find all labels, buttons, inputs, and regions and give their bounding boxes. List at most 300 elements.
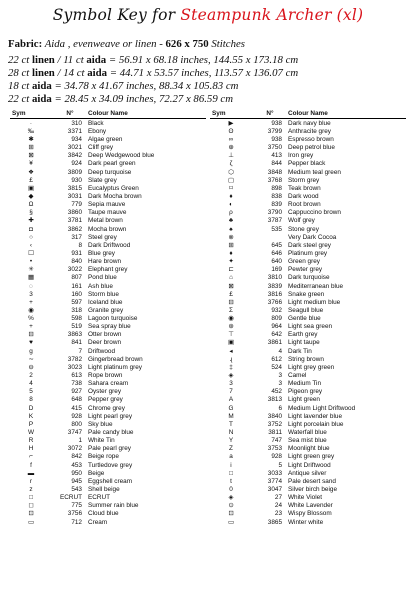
symbol-cell: 2	[29, 372, 33, 380]
dmc-number-cell: 3861	[267, 339, 282, 347]
colour-name-cell: Storm blue	[88, 290, 119, 298]
symbol-cell: Σ	[229, 306, 233, 314]
dmc-number-cell: 928	[71, 412, 82, 420]
table-row	[210, 421, 406, 429]
dmc-number-cell: 317	[71, 233, 82, 241]
table-row	[210, 478, 406, 486]
colour-name-cell: Storm grey	[288, 176, 320, 184]
colour-name-cell: Ash blue	[88, 282, 113, 290]
colour-name-cell: ECRUT	[88, 494, 111, 502]
dmc-number-cell: 598	[71, 315, 82, 323]
table-row	[210, 299, 406, 307]
colour-name-cell: White Violet	[288, 494, 322, 502]
symbol-cell: ⊏	[228, 266, 234, 274]
colour-name-cell: Seagull blue	[288, 306, 324, 314]
colour-name-cell: Light taupe	[288, 339, 320, 347]
dmc-number-cell: 3031	[67, 192, 82, 200]
symbol-cell: ✱	[28, 135, 34, 143]
colour-name-cell: Dark steel grey	[288, 241, 331, 249]
size-dimensions: = 44.71 x 53.57 inches, 113.57 x 136.07 cm	[107, 67, 299, 79]
dmc-number-cell: 800	[71, 420, 82, 428]
symbol-cell: a	[229, 453, 233, 461]
table-row	[210, 274, 406, 282]
dmc-number-cell: 945	[71, 477, 82, 485]
dmc-number-cell: 844	[271, 160, 282, 168]
title-prefix: Symbol Key for	[52, 6, 181, 24]
dmc-number-cell: 838	[271, 192, 282, 200]
colour-name-cell: Black	[88, 119, 104, 127]
table-row	[10, 266, 206, 274]
symbol-cell: §	[29, 209, 33, 217]
header-sym: Sym	[12, 110, 26, 118]
symbol-cell: ♦	[229, 249, 233, 257]
size-dimensions: = 56.91 x 68.18 inches, 144.55 x 173.18 cm	[106, 54, 299, 66]
table-row	[210, 152, 406, 160]
colour-name-cell: Deep turquoise	[88, 168, 132, 176]
dmc-number-cell: 938	[271, 119, 282, 127]
dmc-number-cell: 3	[278, 372, 282, 380]
table-row	[10, 405, 206, 413]
table-row	[10, 291, 206, 299]
table-row	[210, 177, 406, 185]
dmc-number-cell: 840	[71, 258, 82, 266]
symbol-cell: ʘ	[228, 127, 234, 135]
colour-name-cell: Turtledove grey	[88, 461, 133, 469]
table-row	[10, 396, 206, 404]
table-row	[10, 315, 206, 323]
dmc-number-cell: 747	[271, 437, 282, 445]
dmc-number-cell: 613	[71, 372, 82, 380]
dmc-number-cell: 452	[271, 388, 282, 396]
colour-name-cell: Summer rain blue	[88, 502, 139, 510]
table-header	[10, 110, 206, 119]
symbol-cell: K	[28, 412, 34, 420]
symbol-cell: ⌂	[229, 274, 233, 282]
size-dimensions: = 28.45 x 34.09 inches, 72.27 x 86.59 cm	[51, 93, 234, 105]
dmc-number-cell: 3371	[67, 127, 82, 135]
size-fabric: aida	[32, 93, 52, 105]
table-row	[10, 478, 206, 486]
dmc-number-cell: 646	[271, 249, 282, 257]
colour-name-cell: Metal brown	[88, 217, 123, 225]
colour-name-cell: String brown	[288, 355, 324, 363]
table-row	[210, 307, 406, 315]
symbol-cell: ▬	[27, 469, 35, 477]
dmc-number-cell: 3839	[267, 282, 282, 290]
dmc-number-cell: 27	[274, 494, 282, 502]
dmc-number-cell: 3863	[67, 331, 82, 339]
table-row	[10, 356, 206, 364]
header-num: N°	[266, 110, 274, 118]
table-row	[210, 209, 406, 217]
size-fabric: linen	[32, 67, 55, 79]
colour-name-cell: Light green	[288, 396, 320, 404]
dmc-number-cell: 3021	[67, 144, 82, 152]
colour-name-cell: Wispy Blossom	[288, 510, 332, 518]
table-row	[210, 396, 406, 404]
symbol-cell: ∼	[28, 355, 34, 363]
symbol-cell: ρ	[229, 209, 233, 217]
symbol-cell: ‹	[29, 241, 33, 249]
stitch-tail: Stitches	[208, 38, 245, 50]
symbol-cell: Y	[228, 437, 234, 445]
colour-name-cell: Iron grey	[288, 152, 314, 160]
colour-name-cell: Beige	[88, 469, 105, 477]
header-name: Colour Name	[288, 110, 328, 118]
dmc-number-cell: 310	[71, 119, 82, 127]
symbol-cell: ▭	[27, 518, 35, 526]
dmc-number-cell: 3047	[267, 486, 282, 494]
symbol-cell: ◆	[28, 192, 34, 200]
size-fabric-2: aida	[87, 67, 108, 79]
dmc-number-cell: 930	[71, 176, 82, 184]
dmc-number-cell: 775	[71, 502, 82, 510]
dmc-number-cell: 3790	[267, 209, 282, 217]
symbol-cell: W	[27, 429, 35, 437]
dmc-number-cell: 3848	[267, 168, 282, 176]
symbol-cell: ⊞	[28, 144, 34, 152]
colour-name-cell: Deep petrol blue	[288, 144, 335, 152]
dmc-number-cell: 597	[71, 298, 82, 306]
table-row	[210, 502, 406, 510]
symbol-cell: t	[230, 477, 232, 485]
colour-name-cell: Anthracite grey	[288, 127, 331, 135]
table-header	[210, 110, 406, 119]
symbol-cell: ▣	[27, 184, 35, 192]
table-row	[210, 291, 406, 299]
table-row	[210, 339, 406, 347]
symbol-cell: R	[28, 437, 34, 445]
symbol-cell: ☐	[28, 249, 34, 257]
dmc-number-cell: 5	[278, 461, 282, 469]
size-prefix: 22 ct	[8, 93, 32, 105]
dmc-number-cell: 640	[271, 258, 282, 266]
colour-name-cell: Steel grey	[88, 233, 117, 241]
symbol-cell: ⊥	[228, 152, 234, 160]
dmc-number-cell: 535	[271, 225, 282, 233]
table-row	[10, 494, 206, 502]
symbol-cell: ⊟	[228, 298, 234, 306]
colour-name-cell: Green grey	[288, 258, 320, 266]
symbol-cell: □	[229, 469, 233, 477]
symbol-cell: ✚	[28, 217, 34, 225]
table-row	[210, 356, 406, 364]
table-row	[10, 421, 206, 429]
dmc-number-cell: 3768	[267, 176, 282, 184]
symbol-cell: +	[29, 323, 33, 331]
symbol-cell: ▣	[227, 339, 235, 347]
symbol-cell: i	[230, 461, 232, 469]
colour-name-cell: Deer brown	[88, 339, 122, 347]
dmc-number-cell: 809	[271, 315, 282, 323]
symbol-cell: H	[28, 445, 34, 453]
colour-name-cell: Waterfall blue	[288, 429, 327, 437]
table-row	[10, 462, 206, 470]
dmc-number-cell: 24	[274, 502, 282, 510]
table-row	[10, 380, 206, 388]
dmc-number-cell: ECRUT	[59, 494, 82, 502]
page-title	[0, 6, 416, 24]
size-line-2	[8, 67, 298, 79]
symbol-cell: ✦	[228, 258, 234, 266]
table-row	[10, 331, 206, 339]
symbol-cell: z	[29, 486, 33, 494]
dmc-number-cell: 1	[78, 437, 82, 445]
dmc-number-cell: 738	[71, 380, 82, 388]
fabric-line	[8, 38, 245, 50]
dmc-number-cell: 413	[271, 152, 282, 160]
colour-name-cell: Pale candy blue	[88, 429, 134, 437]
colour-name-cell: Stone grey	[288, 225, 319, 233]
colour-name-cell: Otter brown	[88, 331, 122, 339]
colour-name-cell: Dark Mocha brown	[88, 192, 142, 200]
symbol-cell: N	[228, 429, 234, 437]
table-row	[210, 380, 406, 388]
table-row	[210, 510, 406, 518]
symbol-cell: ♣	[228, 217, 234, 225]
colour-name-cell: Gingerbread brown	[88, 355, 143, 363]
dmc-number-cell: 712	[71, 518, 82, 526]
dmc-number-cell: 3747	[67, 429, 82, 437]
symbol-cell: 3	[29, 290, 33, 298]
symbol-cell: □	[29, 494, 33, 502]
symbol-cell: ◂	[229, 347, 233, 355]
colour-name-cell: Dark pearl green	[88, 160, 136, 168]
symbol-cell: ▶	[228, 119, 234, 127]
colour-name-cell: Platinum grey	[288, 249, 328, 257]
symbol-cell: D	[28, 404, 34, 412]
dmc-number-cell: 23	[274, 510, 282, 518]
table-row	[10, 453, 206, 461]
colour-name-cell: Dark Driftwood	[88, 241, 131, 249]
symbol-cell: ‰	[27, 127, 35, 135]
table-row	[210, 486, 406, 494]
symbol-cell: ✳	[28, 266, 34, 274]
dmc-number-cell: 3815	[67, 184, 82, 192]
colour-name-cell: Light platinum grey	[88, 363, 142, 371]
table-row	[210, 348, 406, 356]
dmc-number-cell: 519	[71, 323, 82, 331]
symbol-cell: f	[30, 461, 32, 469]
symbol-cell: £	[229, 290, 233, 298]
dmc-number-cell: 3756	[67, 510, 82, 518]
colour-name-cell: Slate grey	[88, 176, 117, 184]
colour-name-cell: Light pearl grey	[88, 412, 133, 420]
table-row	[10, 307, 206, 315]
symbol-cell: 3	[229, 380, 233, 388]
table-row	[10, 437, 206, 445]
symbol-cell: ◈	[228, 372, 234, 380]
table-row	[10, 217, 206, 225]
dmc-number-cell: 318	[71, 306, 82, 314]
table-row	[10, 250, 206, 258]
dmc-number-cell: 4	[278, 347, 282, 355]
size-mid: / 11 ct	[54, 54, 87, 66]
dmc-number-cell: 3842	[67, 152, 82, 160]
symbol-cell: 5	[29, 388, 33, 396]
symbol-cell: ▢	[227, 176, 235, 184]
table-row	[210, 445, 406, 453]
dmc-number-cell: 3023	[67, 363, 82, 371]
colour-name-cell: Iceland blue	[88, 298, 123, 306]
dmc-number-cell: 807	[71, 274, 82, 282]
dmc-number-cell: 3774	[267, 477, 282, 485]
symbol-cell: ◐	[229, 201, 233, 209]
table-row	[10, 160, 206, 168]
symbol-cell: ⊖	[28, 363, 34, 371]
colour-name-cell: Lagoon turquoise	[88, 315, 138, 323]
table-row	[10, 413, 206, 421]
dmc-number-cell: 3766	[267, 298, 282, 306]
dmc-number-cell: 3813	[267, 396, 282, 404]
table-row	[210, 201, 406, 209]
pattern-name: Steampunk Archer (xl)	[180, 6, 364, 24]
symbol-cell: ⊕	[228, 144, 234, 152]
table-row	[210, 315, 406, 323]
right-table-body	[210, 120, 406, 527]
fabric-text: Aida , evenweave or linen -	[42, 38, 166, 50]
colour-name-cell: Light green grey	[288, 453, 335, 461]
colour-name-cell: Dark Tin	[288, 347, 312, 355]
table-row	[210, 372, 406, 380]
dmc-number-cell: 3799	[267, 127, 282, 135]
symbol-cell: T	[229, 420, 233, 428]
colour-name-cell: Chrome grey	[88, 404, 125, 412]
size-prefix: 28 ct	[8, 67, 32, 79]
table-row	[210, 226, 406, 234]
dmc-number-cell: 7	[78, 347, 82, 355]
symbol-cell: ⊞	[228, 241, 234, 249]
dmc-number-cell: 3753	[267, 445, 282, 453]
table-row	[10, 299, 206, 307]
table-row	[210, 462, 406, 470]
dmc-number-cell: 169	[271, 266, 282, 274]
table-row	[210, 193, 406, 201]
colour-name-cell: Hare brown	[88, 258, 122, 266]
colour-name-cell: Very Dark Cocoa	[288, 233, 337, 241]
symbol-cell: %	[28, 315, 34, 323]
header-sym: Sym	[212, 110, 226, 118]
symbol-cell: 4	[29, 380, 33, 388]
colour-name-cell: Light grey green	[288, 363, 335, 371]
symbol-cell: g	[29, 347, 33, 355]
table-row	[210, 258, 406, 266]
symbol-cell: 8	[29, 396, 33, 404]
symbol-cell: ⊤	[228, 331, 234, 339]
table-row	[10, 258, 206, 266]
table-row	[10, 128, 206, 136]
colour-name-cell: Shell beige	[88, 486, 120, 494]
colour-name-cell: Espresso brown	[288, 135, 334, 143]
colour-name-cell: Light lavender blue	[288, 412, 343, 420]
dmc-number-cell: 648	[71, 396, 82, 404]
dmc-number-cell: 3752	[267, 420, 282, 428]
dmc-number-cell: 3	[278, 380, 282, 388]
dmc-number-cell: 645	[271, 241, 282, 249]
symbol-cell: ⊙	[228, 502, 234, 510]
dmc-number-cell: 841	[71, 339, 82, 347]
symbol-cell: r	[29, 477, 33, 485]
colour-name-cell: Pewter grey	[288, 266, 323, 274]
table-row	[10, 226, 206, 234]
table-row	[210, 388, 406, 396]
dmc-number-cell: 3865	[267, 518, 282, 526]
table-row	[10, 429, 206, 437]
table-row	[10, 445, 206, 453]
dmc-number-cell: 898	[271, 184, 282, 192]
table-row	[10, 283, 206, 291]
dmc-number-cell: 779	[71, 201, 82, 209]
dmc-number-cell: 642	[271, 331, 282, 339]
colour-name-cell: Sepia mauve	[88, 201, 126, 209]
colour-name-cell: Winter white	[288, 518, 324, 526]
dmc-number-cell: 415	[71, 404, 82, 412]
symbol-cell: ◉	[228, 315, 234, 323]
dmc-number-cell: 950	[71, 469, 82, 477]
dmc-number-cell: 543	[71, 486, 82, 494]
table-row	[10, 185, 206, 193]
colour-name-cell: Pale desert sand	[288, 477, 336, 485]
dmc-number-cell: 160	[71, 290, 82, 298]
size-prefix: 22 ct	[8, 54, 32, 66]
symbol-cell: ◉	[28, 306, 34, 314]
colour-name-cell: Oyster grey	[88, 388, 122, 396]
dmc-number-cell: 938	[271, 135, 282, 143]
colour-name-cell: Medium Tin	[288, 380, 322, 388]
symbol-cell: ▦	[27, 274, 35, 282]
dmc-number-cell: 927	[71, 388, 82, 396]
colour-name-cell: Eggshell cream	[88, 477, 133, 485]
colour-name-cell: Root brown	[288, 201, 321, 209]
table-row	[210, 242, 406, 250]
dmc-number-cell: 161	[71, 282, 82, 290]
colour-name-cell: Snake green	[288, 290, 325, 298]
table-row	[210, 405, 406, 413]
symbol-cell: ɻ	[229, 355, 233, 363]
table-row	[10, 372, 206, 380]
table-row	[210, 429, 406, 437]
size-line-3	[8, 80, 238, 92]
color-key-left-column	[10, 110, 206, 527]
colour-name-cell: Sky blue	[88, 420, 113, 428]
symbol-cell: ⊠	[228, 282, 234, 290]
dmc-number-cell: 3860	[67, 209, 82, 217]
colour-name-cell: Camel	[288, 372, 307, 380]
table-row	[10, 242, 206, 250]
size-prefix: 18 ct	[8, 80, 32, 92]
symbol-cell: ▭	[227, 518, 235, 526]
symbol-cell: Ω	[28, 201, 34, 209]
dmc-number-cell: 6	[278, 404, 282, 412]
symbol-cell: ⊗	[228, 233, 234, 241]
colour-name-cell: Gentle blue	[288, 315, 321, 323]
dmc-number-cell: 931	[71, 249, 82, 257]
table-row	[210, 470, 406, 478]
symbol-cell: 7	[229, 388, 233, 396]
table-row	[10, 519, 206, 527]
colour-name-cell: Eucalyptus Green	[88, 184, 139, 192]
table-row	[210, 364, 406, 372]
table-row	[10, 169, 206, 177]
table-row	[10, 144, 206, 152]
table-row	[10, 201, 206, 209]
symbol-cell: ♥	[29, 339, 33, 347]
dmc-number-cell: 453	[71, 461, 82, 469]
symbol-cell: ◘	[29, 225, 33, 233]
colour-name-cell: Pepper black	[288, 160, 326, 168]
colour-name-cell: Wolf grey	[288, 217, 315, 225]
colour-name-cell: Rope brown	[88, 372, 123, 380]
